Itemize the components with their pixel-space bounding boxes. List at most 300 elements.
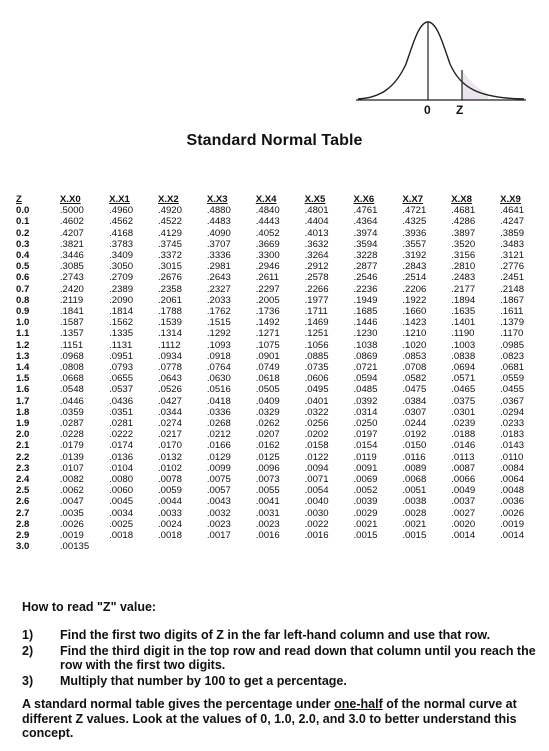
table-row <box>16 452 549 463</box>
probability-cell: .1539 <box>157 317 182 329</box>
table-row <box>16 328 549 339</box>
z-value-cell: 1.6 <box>16 384 30 396</box>
z-value-cell: 0.5 <box>16 261 30 273</box>
probability-cell <box>500 541 549 552</box>
probability-cell: .0853 <box>402 350 427 362</box>
probability-cell: .0222 <box>109 429 134 441</box>
probability-cell: .0559 <box>500 373 525 385</box>
probability-cell: .1587 <box>59 317 84 329</box>
probability-cell: .0119 <box>353 451 377 463</box>
probability-cell: .0036 <box>500 496 525 508</box>
probability-cell: .5000 <box>59 205 84 217</box>
digit-column-header: X.X1 <box>109 194 130 205</box>
probability-cell: .2643 <box>206 272 231 284</box>
probability-cell: .3336 <box>206 250 231 262</box>
probability-cell: .0069 <box>353 474 378 486</box>
probability-cell: .0918 <box>206 350 231 362</box>
probability-cell: .1314 <box>157 328 182 340</box>
probability-cell: .3859 <box>500 227 525 239</box>
probability-cell: .1038 <box>353 339 378 351</box>
probability-cell: .4960 <box>109 205 134 217</box>
probability-cell: .0038 <box>402 496 427 508</box>
probability-cell: .0125 <box>255 451 280 463</box>
table-row <box>16 295 549 306</box>
probability-cell: .2912 <box>304 261 329 273</box>
probability-cell: .0359 <box>59 406 84 418</box>
step-text: Find the third digit in the top row and read down that column until you reach the row with the first two digits. <box>60 643 536 672</box>
probability-cell: .0409 <box>255 395 280 407</box>
probability-cell: .0838 <box>451 350 476 362</box>
probability-cell: .0030 <box>304 507 329 519</box>
probability-cell: .0668 <box>59 373 84 385</box>
table-row <box>16 541 549 552</box>
probability-cell: .0951 <box>109 350 134 362</box>
probability-cell: .3015 <box>157 261 182 273</box>
probability-cell: .2514 <box>402 272 427 284</box>
probability-cell: .0075 <box>206 474 231 486</box>
probability-cell: .0170 <box>157 440 182 452</box>
probability-cell: .0985 <box>500 339 525 351</box>
probability-cell: .3446 <box>59 250 84 262</box>
probability-cell: .0301 <box>451 406 476 418</box>
probability-cell: .0146 <box>451 440 476 452</box>
probability-cell: .0582 <box>402 373 427 385</box>
z-value-cell: 1.5 <box>16 373 30 385</box>
probability-cell: .2676 <box>157 272 182 284</box>
probability-cell: .2709 <box>109 272 134 284</box>
digit-column-header: X.X6 <box>353 194 375 205</box>
probability-cell: .1635 <box>451 306 476 318</box>
probability-cell: .1379 <box>500 317 525 329</box>
probability-cell: .0694 <box>451 362 476 374</box>
probability-cell: .0436 <box>109 395 134 407</box>
probability-cell: .0655 <box>109 373 134 385</box>
probability-cell: .1271 <box>255 328 280 340</box>
probability-cell: .0808 <box>59 362 84 374</box>
probability-cell: .2946 <box>255 261 280 273</box>
probability-cell: .0630 <box>206 373 231 385</box>
probability-cell: .0019 <box>500 518 525 530</box>
probability-cell <box>402 541 451 552</box>
probability-cell: .0869 <box>353 350 378 362</box>
probability-cell: .0068 <box>402 474 427 486</box>
probability-cell: .3121 <box>500 250 525 262</box>
probability-cell: .0778 <box>157 362 182 374</box>
probability-cell: .0681 <box>500 362 525 374</box>
probability-cell: .1894 <box>451 294 476 306</box>
digit-column-header: X.X9 <box>500 194 521 205</box>
probability-cell: .0594 <box>353 373 378 385</box>
probability-cell: .2981 <box>206 261 231 273</box>
probability-cell: .0019 <box>59 530 84 542</box>
probability-cell: .1020 <box>402 339 427 351</box>
probability-cell: .1762 <box>206 306 231 318</box>
probability-cell: .0212 <box>206 429 231 441</box>
probability-cell: .0162 <box>255 440 280 452</box>
probability-cell: .0020 <box>451 518 476 530</box>
z-value-cell: 2.3 <box>16 462 30 474</box>
z-value-cell: 0.1 <box>16 216 30 228</box>
probability-cell: .1736 <box>255 306 280 318</box>
probability-cell: .0233 <box>500 418 525 430</box>
z-value-cell: 0.2 <box>16 227 30 239</box>
step-number: 1) <box>22 628 34 642</box>
probability-cell: .0039 <box>353 496 378 508</box>
probability-cell: .1660 <box>402 306 427 318</box>
step-text: Multiply that number by 100 to get a percentage. <box>60 673 347 688</box>
probability-cell: .0041 <box>255 496 280 508</box>
probability-cell: .0029 <box>353 507 378 519</box>
probability-cell: .4562 <box>109 216 134 228</box>
probability-cell: .0071 <box>304 474 329 486</box>
probability-cell: .0089 <box>402 462 427 474</box>
probability-cell: .0287 <box>59 418 84 430</box>
probability-cell: .2266 <box>304 283 329 295</box>
probability-cell: .0034 <box>109 507 134 519</box>
z-table-body <box>16 205 549 552</box>
probability-cell: .2177 <box>451 283 476 295</box>
probability-cell: .1210 <box>402 328 427 340</box>
z-value-cell: 2.7 <box>16 507 30 519</box>
probability-cell: .0197 <box>353 429 378 441</box>
probability-cell: .3745 <box>157 238 182 250</box>
probability-cell: .0066 <box>451 474 476 486</box>
probability-cell: .1492 <box>255 317 280 329</box>
probability-cell: .1190 <box>451 328 475 340</box>
probability-cell: .4483 <box>206 216 231 228</box>
probability-cell: .0823 <box>500 350 525 362</box>
normal-curve-figure <box>350 4 530 116</box>
probability-cell: .0027 <box>451 507 476 519</box>
table-row <box>16 250 549 261</box>
probability-cell: .0043 <box>206 496 231 508</box>
footer-underlined: one-half <box>334 697 383 711</box>
table-row <box>16 239 549 250</box>
probability-cell: .4681 <box>451 205 476 217</box>
probability-cell: .0024 <box>157 518 182 530</box>
probability-cell: .4522 <box>157 216 182 228</box>
probability-cell: .3192 <box>402 250 427 262</box>
probability-cell: .0228 <box>59 429 84 441</box>
probability-cell: .0110 <box>500 451 524 463</box>
probability-cell: .0256 <box>304 418 329 430</box>
probability-cell: .1841 <box>59 306 84 318</box>
table-row <box>16 340 549 351</box>
probability-cell: .4364 <box>353 216 378 228</box>
z-value-cell: 0.3 <box>16 238 30 250</box>
step-number: 2) <box>22 643 34 658</box>
table-row <box>16 284 549 295</box>
z-value-cell: 2.2 <box>16 451 30 463</box>
probability-cell: .0087 <box>451 462 476 474</box>
probability-cell: .0023 <box>255 518 280 530</box>
z-value-cell: 2.1 <box>16 440 30 452</box>
probability-cell: .0885 <box>304 350 329 362</box>
probability-cell: .1922 <box>402 294 427 306</box>
table-row <box>16 440 549 451</box>
probability-cell: .0049 <box>451 485 476 497</box>
probability-cell: .2005 <box>255 294 280 306</box>
table-row <box>16 384 549 395</box>
probability-cell: .0032 <box>206 507 231 519</box>
probability-cell: .0183 <box>500 429 525 441</box>
probability-cell: .0764 <box>206 362 231 374</box>
z-value-cell: 2.5 <box>16 485 30 497</box>
table-row <box>16 396 549 407</box>
probability-cell: .0025 <box>109 518 134 530</box>
probability-cell: .3264 <box>304 250 329 262</box>
probability-cell: .2090 <box>109 294 134 306</box>
probability-cell: .0143 <box>500 440 525 452</box>
probability-cell: .0446 <box>59 395 84 407</box>
probability-cell <box>305 541 354 552</box>
probability-cell: .3594 <box>353 238 378 250</box>
probability-cell: .1230 <box>353 328 378 340</box>
probability-cell: .0217 <box>157 429 182 441</box>
probability-cell: .0018 <box>109 530 134 542</box>
probability-cell: .0158 <box>304 440 329 452</box>
probability-cell: .2810 <box>451 261 476 273</box>
probability-cell: .3669 <box>255 238 280 250</box>
probability-cell: .4801 <box>304 205 329 217</box>
probability-cell: .0021 <box>353 518 378 530</box>
probability-cell: .0045 <box>109 496 134 508</box>
probability-cell: .4129 <box>157 227 182 239</box>
probability-cell: .0721 <box>353 362 378 374</box>
probability-cell: .0934 <box>157 350 182 362</box>
probability-cell: .0116 <box>402 451 426 463</box>
table-row <box>16 418 549 429</box>
table-row <box>16 216 549 227</box>
probability-cell: .1151 <box>59 339 84 351</box>
probability-cell: .0526 <box>157 384 182 396</box>
probability-cell: .0040 <box>304 496 329 508</box>
probability-cell: .0174 <box>109 440 134 452</box>
probability-cell: .0505 <box>255 384 280 396</box>
probability-cell: .0418 <box>206 395 231 407</box>
page-title: Standard Normal Table <box>186 132 363 149</box>
probability-cell: .0192 <box>402 429 427 441</box>
probability-cell: .1401 <box>451 317 476 329</box>
probability-cell: .0132 <box>157 451 182 463</box>
table-row <box>16 519 549 530</box>
probability-cell: .0044 <box>157 496 182 508</box>
z-value-cell: 2.8 <box>16 518 30 530</box>
probability-cell: .4168 <box>109 227 134 239</box>
probability-cell: .0052 <box>353 485 378 497</box>
probability-cell: .0080 <box>109 474 134 486</box>
probability-cell: .1251 <box>304 328 329 340</box>
probability-cell: .4286 <box>451 216 476 228</box>
probability-cell: .0129 <box>206 451 231 463</box>
probability-cell: .3483 <box>500 238 525 250</box>
digit-column-header: X.X4 <box>255 194 277 205</box>
probability-cell: .0078 <box>157 474 182 486</box>
probability-cell: .2327 <box>206 283 231 295</box>
probability-cell: .0537 <box>109 384 134 396</box>
z-value-cell: 1.2 <box>16 339 30 351</box>
z-value-cell: 2.0 <box>16 429 30 441</box>
probability-cell: .4013 <box>304 227 329 239</box>
probability-cell: .0054 <box>304 485 329 497</box>
probability-cell: .1611 <box>500 306 524 318</box>
table-row <box>16 362 549 373</box>
probability-cell: .2206 <box>402 283 427 295</box>
probability-cell: .0516 <box>206 384 231 396</box>
probability-cell: .1335 <box>109 328 134 340</box>
table-row <box>16 508 549 519</box>
probability-cell: .2148 <box>500 283 525 295</box>
probability-cell: .0351 <box>109 406 134 418</box>
instruction-steps <box>22 628 537 689</box>
probability-cell: .2119 <box>59 294 84 306</box>
probability-cell <box>256 541 305 552</box>
probability-cell: .0084 <box>500 462 525 474</box>
probability-cell: .2743 <box>59 272 84 284</box>
instruction-step <box>22 674 537 689</box>
probability-cell: .0244 <box>402 418 427 430</box>
probability-cell: .0048 <box>500 485 525 497</box>
probability-cell: .4880 <box>206 205 231 217</box>
probability-cell: .3632 <box>304 238 329 250</box>
probability-cell: .4443 <box>255 216 280 228</box>
probability-cell: .0062 <box>59 485 84 497</box>
probability-cell: .1170 <box>500 328 524 340</box>
table-row <box>16 272 549 283</box>
probability-cell: .0113 <box>451 451 475 463</box>
table-row <box>16 463 549 474</box>
z-value-cell: 0.9 <box>16 306 30 318</box>
probability-cell: .0082 <box>59 474 84 486</box>
probability-cell: .0064 <box>500 474 525 486</box>
probability-cell: .0179 <box>59 440 84 452</box>
probability-cell: .0099 <box>206 462 231 474</box>
probability-cell: .0055 <box>255 485 280 497</box>
probability-cell: .2776 <box>500 261 525 273</box>
probability-cell: .2297 <box>255 283 280 295</box>
probability-cell: .4090 <box>206 227 231 239</box>
probability-cell: .0749 <box>255 362 280 374</box>
bell-curve <box>358 22 524 99</box>
step-number: 3) <box>22 673 34 688</box>
probability-cell: .0708 <box>402 362 427 374</box>
z-table-header-row <box>16 194 549 205</box>
probability-cell: .1711 <box>304 306 328 318</box>
probability-cell: .0022 <box>304 518 329 530</box>
probability-cell: .0015 <box>402 530 427 542</box>
table-row <box>16 205 549 216</box>
probability-cell: .0031 <box>255 507 280 519</box>
probability-cell: .0166 <box>206 440 231 452</box>
z-value-cell: 1.4 <box>16 362 30 374</box>
probability-cell: .3372 <box>157 250 182 262</box>
probability-cell: .0094 <box>304 462 329 474</box>
probability-cell: .0202 <box>304 429 329 441</box>
probability-cell: .2483 <box>451 272 476 284</box>
probability-cell: .4840 <box>255 205 280 217</box>
probability-cell: .0102 <box>157 462 182 474</box>
table-row <box>16 407 549 418</box>
probability-cell: .0336 <box>206 406 231 418</box>
probability-cell: .1977 <box>304 294 329 306</box>
probability-cell: .1357 <box>59 328 84 340</box>
probability-cell: .4207 <box>59 227 84 239</box>
probability-cell: .0104 <box>109 462 134 474</box>
probability-cell: .0643 <box>157 373 182 385</box>
probability-cell: .3050 <box>109 261 134 273</box>
table-row <box>16 373 549 384</box>
instruction-step <box>22 644 537 673</box>
probability-cell: .0495 <box>304 384 329 396</box>
probability-cell: .0073 <box>255 474 280 486</box>
probability-cell: .3974 <box>353 227 378 239</box>
z-value-cell: 3.0 <box>16 541 30 553</box>
probability-cell: .1423 <box>402 317 427 329</box>
probability-cell: .1515 <box>206 317 231 329</box>
probability-cell: .0139 <box>59 451 84 463</box>
probability-cell: .0015 <box>353 530 378 542</box>
probability-cell: .0047 <box>59 496 84 508</box>
probability-cell: .1292 <box>206 328 231 340</box>
probability-cell: .0735 <box>304 362 329 374</box>
probability-cell: .0465 <box>451 384 476 396</box>
probability-cell: .0014 <box>500 530 525 542</box>
probability-cell: .1112 <box>157 339 181 351</box>
probability-cell: .0037 <box>451 496 476 508</box>
digit-column-header: X.X2 <box>157 194 179 205</box>
probability-cell: .3897 <box>451 227 476 239</box>
probability-cell: .0618 <box>255 373 280 385</box>
probability-cell: .0281 <box>109 418 134 430</box>
probability-cell: .3936 <box>402 227 427 239</box>
probability-cell: .3228 <box>353 250 378 262</box>
probability-cell: .0059 <box>157 485 182 497</box>
z-value-cell: 1.1 <box>16 328 30 340</box>
probability-cell: .0606 <box>304 373 329 385</box>
probability-cell: .0250 <box>353 418 378 430</box>
z-value-cell: 0.8 <box>16 294 30 306</box>
probability-cell: .0154 <box>353 440 378 452</box>
label-z: Z <box>456 103 464 116</box>
probability-cell: .3300 <box>255 250 280 262</box>
probability-cell: .2843 <box>402 261 427 273</box>
probability-cell: .0268 <box>206 418 231 430</box>
probability-cell: .1446 <box>353 317 378 329</box>
z-value-cell: 1.7 <box>16 395 30 407</box>
probability-cell: .0026 <box>59 518 84 530</box>
probability-cell: .0018 <box>157 530 182 542</box>
probability-cell: .1949 <box>353 294 378 306</box>
probability-cell <box>451 541 500 552</box>
probability-cell: .0016 <box>304 530 329 542</box>
probability-cell: .2546 <box>353 272 378 284</box>
digit-column-header: X.X5 <box>304 194 326 205</box>
probability-cell: .0207 <box>255 429 280 441</box>
z-value-cell: 2.4 <box>16 474 30 486</box>
probability-cell: .0548 <box>59 384 84 396</box>
label-zero: 0 <box>424 103 431 116</box>
probability-cell: .3707 <box>206 238 231 250</box>
probability-cell: .0023 <box>206 518 231 530</box>
probability-cell: .0307 <box>402 406 427 418</box>
probability-cell: .2033 <box>206 294 231 306</box>
probability-cell: .3156 <box>451 250 476 262</box>
probability-cell: .0026 <box>500 507 525 519</box>
z-value-cell: 1.9 <box>16 418 30 430</box>
z-value-cell: 1.3 <box>16 350 30 362</box>
footer-text-after: of the normal curve at different Z values. Look at the values of 0, 1.0, 2.0, and 3.0 to better understand this concept. <box>22 697 517 740</box>
how-to-heading: How to read "Z" value: <box>22 600 157 614</box>
